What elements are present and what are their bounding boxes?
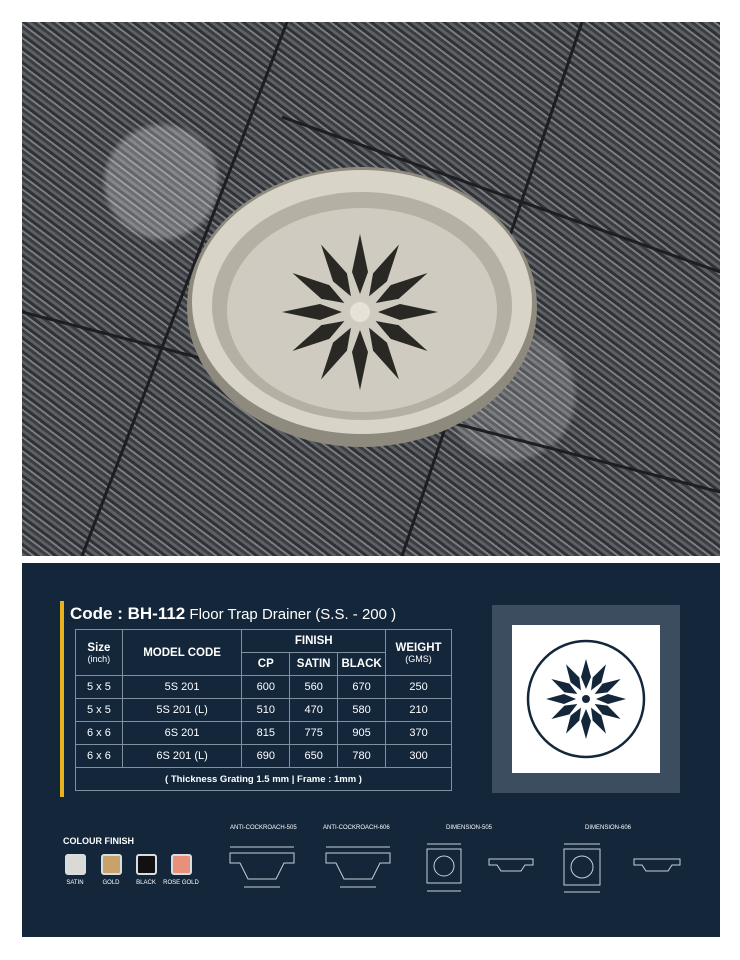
table-row: 6 x 6 6S 201 (L) 690 650 780 300 [76,745,452,768]
black-header: BLACK [338,653,386,676]
table-row: 6 x 6 6S 201 815 775 905 370 [76,722,452,745]
drawing-label: ANTI-COCKROACH-606 [323,825,390,831]
swatch-label: ROSE GOLD [163,880,199,886]
thickness-note: ( Thickness Grating 1.5 mm | Frame : 1mm ) [76,768,452,791]
product-photo [22,22,720,556]
drawing-label: ANTI-COCKROACH-505 [230,825,297,831]
anti-cockroach-606-drawing [318,839,398,899]
anti-cockroach-505-drawing [222,839,302,899]
grating-icon-frame [492,605,680,793]
drawing-label: DIMENSION-606 [585,825,632,831]
product-name: Floor Trap Drainer (S.S. - 200 ) [189,606,397,623]
model-header: MODEL CODE [122,630,241,676]
colour-finish-title: COLOUR FINISH [63,836,134,846]
swatch-label: GOLD [102,880,120,886]
dimension-606-drawing [554,839,694,899]
swatch-black [136,854,157,875]
cp-header: CP [242,653,290,676]
spec-panel [22,563,720,937]
finish-header: FINISH [242,630,386,653]
drawing-label: DIMENSION-505 [446,825,493,831]
product-title [70,604,396,624]
size-header: Size (inch) [76,630,123,676]
product-code: Code : BH-112 [70,604,186,623]
swatch-label: SATIN [66,880,84,886]
table-row: 5 x 5 5S 201 (L) 510 470 580 210 [76,699,452,722]
weight-header: WEIGHT (GMS) [386,630,452,676]
swatch-rose-gold [171,854,192,875]
floor-drain-image [22,22,720,556]
accent-bar [60,601,64,797]
flower-grating-icon [512,625,660,773]
swatch-gold [101,854,122,875]
swatch-satin [65,854,86,875]
swatch-label: BLACK [136,880,156,886]
spec-table [75,629,452,791]
table-row: 5 x 5 5S 201 600 560 670 250 [76,676,452,699]
satin-header: SATIN [290,653,338,676]
dimension-505-drawing [417,839,547,899]
